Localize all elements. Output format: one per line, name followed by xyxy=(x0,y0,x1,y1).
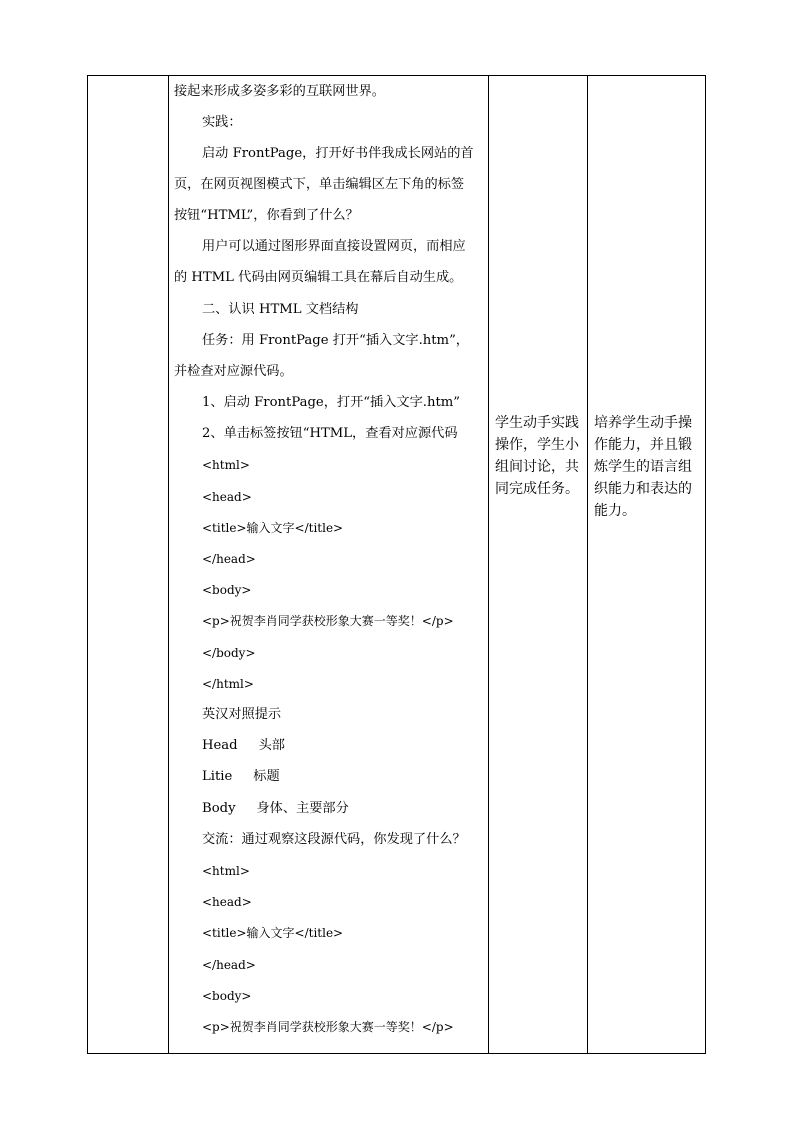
glossary-line: Litie 标题 xyxy=(202,769,280,784)
student-activity-text: 学生动手实践操作，学生小组间讨论，共同完成任务。 xyxy=(495,415,579,497)
code-line: <head> xyxy=(202,490,252,504)
code-line: <p>祝贺李肖同学获校形象大赛一等奖！</p> xyxy=(202,614,454,628)
code-line: <head> xyxy=(202,895,252,909)
code-line: </html> xyxy=(202,677,254,691)
design-intent-text: 培养学生动手操作能力，并且锻炼学生的语言组织能力和表达的能力。 xyxy=(594,415,692,519)
content-line: 启动 FrontPage，打开好书伴我成长网站的首 xyxy=(202,146,474,161)
glossary-line: Head 头部 xyxy=(202,738,285,753)
code-line: </head> xyxy=(202,958,256,972)
code-line: <html> xyxy=(202,864,250,878)
lesson-table xyxy=(87,75,706,1054)
code-line: <body> xyxy=(202,989,252,1003)
content-line: 交流：通过观察这段源代码，你发现了什么？ xyxy=(202,832,466,847)
content-line: 任务：用 FrontPage 打开“插入文字.htm”， xyxy=(202,333,469,348)
content-line: 的 HTML 代码由网页编辑工具在幕后自动生成。 xyxy=(174,270,463,285)
code-line: <html> xyxy=(202,458,250,472)
content-line: 用户可以通过图形界面直接设置网页，而相应 xyxy=(202,239,466,254)
code-line: <title>输入文字</title> xyxy=(202,521,344,535)
code-line: <body> xyxy=(202,583,252,597)
content-line: 并检查对应源代码。 xyxy=(174,364,293,379)
section-heading: 二、认识 HTML 文档结构 xyxy=(202,302,359,317)
content-line: 按钮“HTML”，你看到了什么？ xyxy=(174,208,359,223)
code-line: <p>祝贺李肖同学获校形象大赛一等奖！</p> xyxy=(202,1020,454,1034)
design-intent-cell xyxy=(588,76,706,1053)
content-line: 接起来形成多姿多彩的互联网世界。 xyxy=(174,84,385,99)
step-line: 1、启动 FrontPage，打开“插入文字.htm” xyxy=(202,395,461,410)
content-line: 英汉对照提示 xyxy=(202,707,282,722)
step-line: 2、单击标签按钮“HTML，查看对应源代码 xyxy=(202,426,458,441)
code-line: <title>输入文字</title> xyxy=(202,926,344,940)
code-line: </body> xyxy=(202,646,256,660)
teaching-content-cell xyxy=(169,76,488,1053)
content-line: 页，在网页视图模式下，单击编辑区左下角的标签 xyxy=(174,177,465,192)
code-line: </head> xyxy=(202,552,256,566)
content-line: 实践： xyxy=(202,115,242,130)
student-activity-cell xyxy=(489,76,587,1053)
glossary-line: Body 身体、主要部分 xyxy=(202,801,349,816)
